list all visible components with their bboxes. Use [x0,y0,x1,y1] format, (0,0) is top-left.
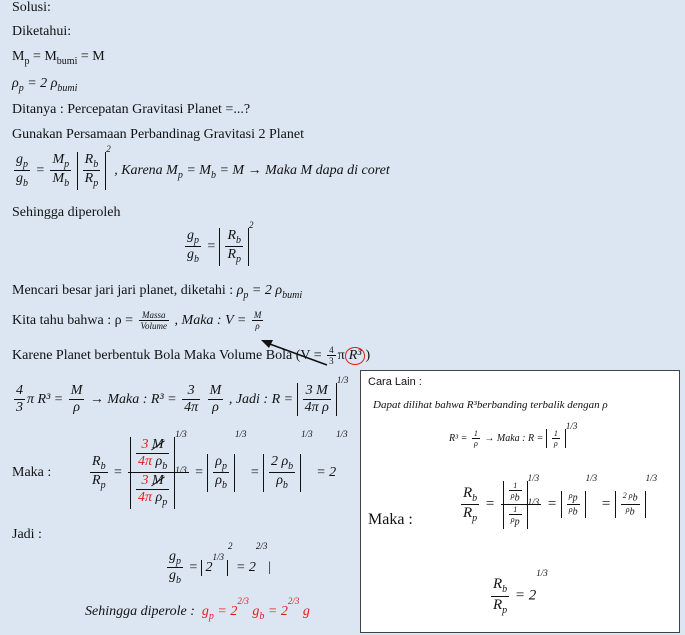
sehingga-text: Sehingga diperoleh [12,205,121,220]
sphere-volume-text: Karene Planet berbentuk Bola Maka Volume Bola (V = $\frac{4}{3}$ π R³ ) [12,345,371,367]
maka-label: Maka : [12,465,52,480]
box-ratio-equation: $\frac{R_b}{R_p}$ = $\frac{1}{\rho_b}$ $^{1/3}$ $\frac{1}{\rho_p}$ $^{1/3}$ = $\frac{\rho_p}{\rho_b}$ $^{1/3}$ = $\frac{2 \rho_b}{\rho_b}$ $^{1/3}$ [463,473,658,529]
alternative-method-box [360,370,680,633]
box-title: Cara Lain : [368,376,422,388]
derived-ratio: $\frac{g_p}{g_b}$ = $\frac{R_b}{R_p}$ $^2$ [187,220,254,266]
box-result: $\frac{R_b}{R_p}$ = $2^{1/3}$ [493,568,548,616]
given-density: $\rho_p = 2$ $\rho_{bumi}$ [12,76,78,94]
ditanya-text: Ditanya : Percepatan Gravitasi Planet =...? [12,102,251,117]
final-result: Sehingga diperole : $g_p = 2^{2/3}$ $g_b = 2^{2/3}$ g [85,596,310,622]
box-inverse-text: Dapat dilihat bahwa R³berbanding terbalik dengan ρ [373,399,608,411]
box-r-formula: R³ = $\frac{1}{\rho}$ → Maka : R = $\frac{1}{\rho}$ 1/3 [449,421,578,449]
density-formula: Kita tahu bahwa : ρ = $\frac{\text{Massa}}{\text{Volume}}$ , Maka : V = $\frac{M}{\rho}$ [12,310,262,332]
radius-ratio-equation: $\frac{R_b}{R_p}$ = $\frac{3 M}{4\pi \rho_b}$ $^{1/3}$ $\frac{3 M}{4\pi \rho_p}$ $^{1/3}$ = $\frac{\rho_p}{\rho_b}$ $^{1/3}$ = $\frac{2 \rho_b}{\rho_b}$ $^{1/3} = 2^{1/3}$ [92,429,348,509]
radius-derivation: $\frac{4}{3}$ π R³ = $\frac{M}{\rho}$ → Maka : R³ = $\frac{3}{4\pi}$ $\frac{M}{\rho}$ , Jadi : R = $\frac{3 M}{\text{4π ρ}}$ $^{1/3}$ [16,375,349,416]
diketahui-heading: Diketahui: [12,24,72,39]
radius-text: Mencari besar jari jari planet, diketahi : $\rho_p = 2$ $\rho_{bumi}$ [12,283,303,301]
gravity-result: $\frac{g_p}{g_b}$ = $2^{1/32} = 2^{2/3}|$ [169,541,272,587]
solusi-heading: Solusi: [12,0,51,15]
circled-r3: R³ [345,347,366,365]
arrow-icon [255,335,330,370]
gravity-ratio-equation: $\frac{g_p}{g_b}$ = $\frac{M_p}{M_b}$ $\frac{R_b}{R_p}$ $^2$ , Karena $M_p = M_b = M$ → Maka M dapa di coret [16,144,390,190]
box-maka-label: Maka : [368,511,413,528]
method-text: Gunakan Persamaan Perbandinag Gravitasi 2 Planet [12,127,304,142]
jadi-label: Jadi : [12,527,42,542]
given-mass: $M_p = M_{bumi} = M$ [12,49,105,67]
